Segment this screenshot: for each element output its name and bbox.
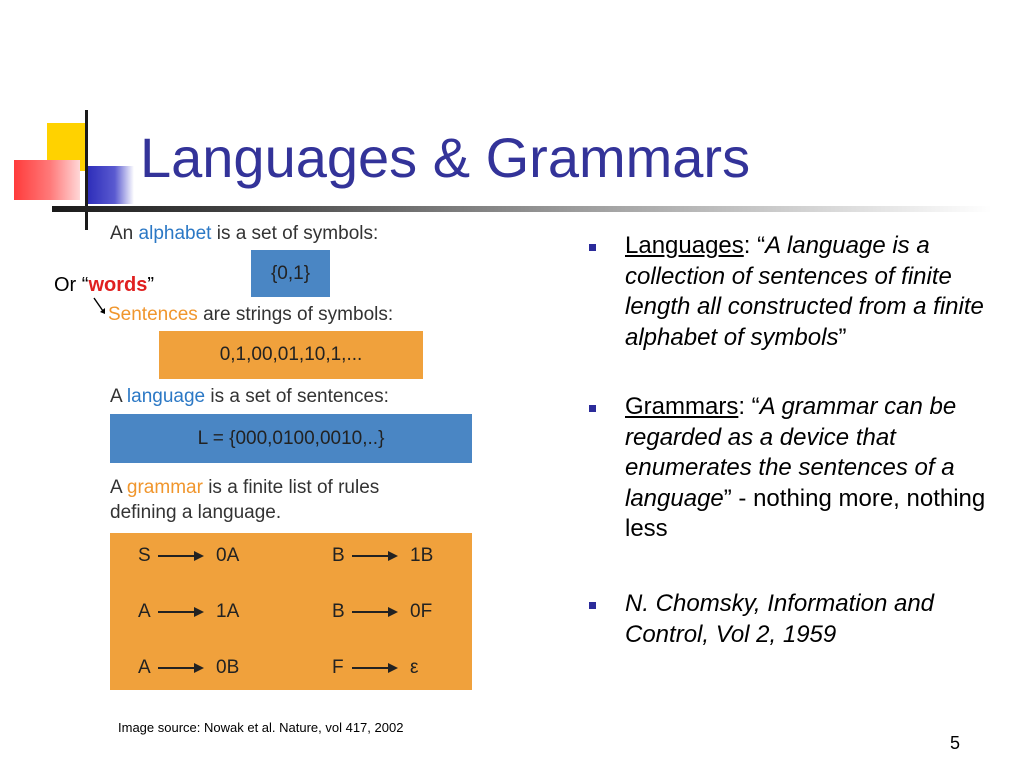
grammar-caption: A grammar is a finite list of rules <box>110 477 380 498</box>
bullet-grammars: Grammars: “A grammar can be regarded as a device that enumerates the sentences of a language” - nothing more, nothing less <box>625 393 986 542</box>
alphabet-box: {0,1} <box>251 250 330 297</box>
words-annotation: Or “words” <box>54 274 155 296</box>
right-arrow-icon <box>352 661 398 675</box>
right-arrow-icon <box>158 605 204 619</box>
rule: S 0A <box>138 545 240 566</box>
image-source-caption: Image source: Nowak et al. Nature, vol 417, 2002 <box>118 720 404 735</box>
bullet-icon <box>589 602 596 609</box>
bullet-icon <box>589 244 596 251</box>
rule: A 0B <box>138 657 240 678</box>
grammar-caption-line2: defining a language. <box>110 502 282 523</box>
bullet-citation: N. Chomsky, Information and Control, Vol 2, 1959 <box>625 590 935 648</box>
alphabet-caption: An alphabet is a set of symbols: <box>110 223 379 244</box>
slide-title: Languages & Grammars <box>140 126 751 189</box>
sentences-caption: Sentences are strings of symbols: <box>108 304 394 325</box>
decor-red-square <box>14 160 80 200</box>
right-arrow-icon <box>158 549 204 563</box>
bullet-languages: Languages: “A language is a collection of sentences of finite length all constructed from a finite alphabet of symbols” <box>625 232 984 351</box>
rule: F ε <box>332 657 419 678</box>
right-arrow-icon <box>158 661 204 675</box>
page-number: 5 <box>950 733 961 753</box>
annotation-arrow-icon <box>92 296 108 316</box>
rule: B 0F <box>332 601 433 622</box>
right-arrow-icon <box>352 549 398 563</box>
decor-blue-square <box>86 166 134 204</box>
grammar-rules-box <box>110 533 472 690</box>
language-box: L = {000,0100,0010,..} <box>110 414 472 463</box>
rule: A 1A <box>138 601 240 622</box>
rule: B 1B <box>332 545 434 566</box>
right-arrow-icon <box>352 605 398 619</box>
bullet-icon <box>589 405 596 412</box>
language-caption: A language is a set of sentences: <box>110 386 389 407</box>
decor-vertical-line <box>85 110 88 230</box>
sentences-box: 0,1,00,01,10,1,... <box>159 331 423 379</box>
title-underline <box>52 206 992 212</box>
